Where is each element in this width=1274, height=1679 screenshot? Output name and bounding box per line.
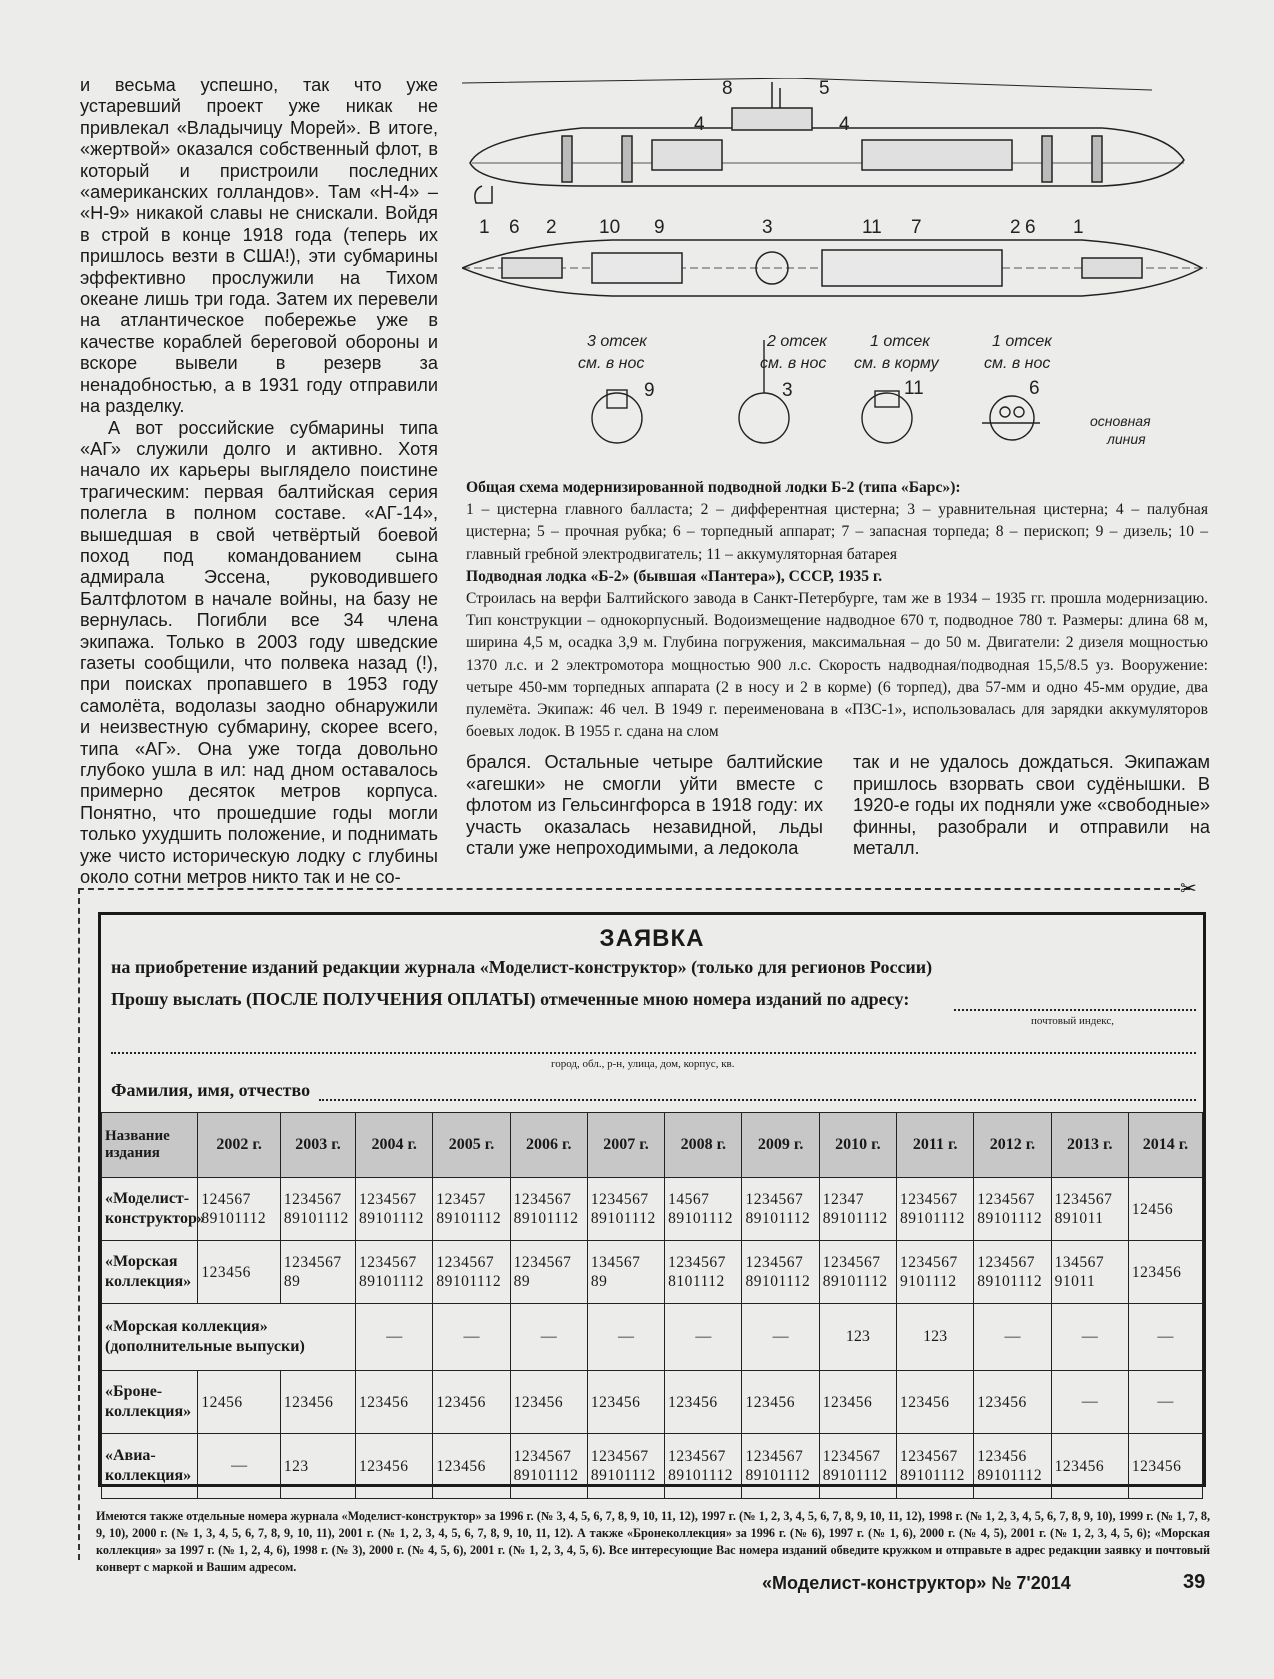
- row-name: «Морская коллекция» (дополнительные выпуски): [102, 1304, 356, 1371]
- section-callout: 3: [782, 380, 793, 401]
- issue-cell[interactable]: 123456: [742, 1371, 819, 1434]
- issue-cell[interactable]: —: [665, 1304, 742, 1371]
- submarine-drawing: [462, 78, 1214, 458]
- issue-cell[interactable]: —: [1128, 1371, 1202, 1434]
- callout-2: 2: [546, 217, 557, 238]
- plan-view: [462, 240, 1207, 296]
- issue-cell[interactable]: 1234567 89101112: [510, 1178, 587, 1241]
- row-name: «Моделист-конструктор»: [102, 1178, 198, 1241]
- table-row: [102, 1371, 1203, 1434]
- header-year: 2006 г.: [510, 1113, 587, 1178]
- header-name: Название издания: [102, 1113, 198, 1178]
- issue-cell[interactable]: 12456: [198, 1371, 281, 1434]
- issue-cell[interactable]: 1234567 89101112: [356, 1178, 433, 1241]
- issue-cell[interactable]: 123456 89101112: [974, 1434, 1051, 1499]
- issue-cell[interactable]: 1234567 89101112: [587, 1178, 664, 1241]
- callout-4: 4: [839, 114, 850, 135]
- table-row: [102, 1434, 1203, 1499]
- section-sub: см. в корму: [854, 355, 939, 372]
- header-year: 2012 г.: [974, 1113, 1051, 1178]
- table-row: [102, 1178, 1203, 1241]
- header-year: 2013 г.: [1051, 1113, 1128, 1178]
- name-label: Фамилия, имя, отчество: [111, 1080, 311, 1100]
- article-paragraph: так и не удалось дождаться. Экипажам пришлось взорвать свои судёнышки. В 1920-е годы их подняли уже «свободные» финны, разобрали и отправили на металл.: [853, 752, 1210, 859]
- section-title: 3 отсек: [587, 333, 647, 350]
- section-sub: см. в нос: [760, 355, 827, 372]
- issue-cell[interactable]: 123: [819, 1304, 896, 1371]
- callout-7: 7: [911, 217, 922, 238]
- section-title: 1 отсек: [992, 333, 1052, 350]
- section-title: 1 отсек: [870, 333, 930, 350]
- caption-legend: 1 – цистерна главного балласта; 2 – дифферентная цистерна; 3 – уравнительная цистерна; 4 – палубная цистерна; 5 – прочная рубка; 6 – торпедный аппарат; 7 – запасная торпеда; 8 – перископ; 9 – дизель; 10 – главный гребной электродвигатель; 11 – аккумуляторная батарея: [466, 501, 1208, 563]
- submarine-diagram: [462, 78, 1214, 458]
- issue-cell[interactable]: 1234567 89101112: [819, 1241, 896, 1304]
- issue-cell[interactable]: 123457 89101112: [433, 1178, 510, 1241]
- callout-1: 1: [479, 217, 490, 238]
- name-field[interactable]: [319, 1099, 1196, 1101]
- header-year: 2014 г.: [1128, 1113, 1202, 1178]
- section-sub: см. в нос: [984, 355, 1051, 372]
- address-hint: город, обл., р-н, улица, дом, корпус, кв.: [551, 1058, 735, 1070]
- issue-cell[interactable]: 123456: [433, 1434, 510, 1499]
- issue-cell[interactable]: 123456: [819, 1371, 896, 1434]
- boat-title: Подводная лодка «Б-2» (бывшая «Пантера»), СССР, 1935 г.: [466, 567, 883, 585]
- callout-5: 5: [819, 78, 830, 99]
- form-note: Имеются также отдельные номера журнала «Моделист-конструктор» за 1996 г. (№ 3, 4, 5, 6, 7, 8, 9, 10, 11, 12), 1997 г. (№ 1, 2, 3, 4, 5, 6, 7, 8, 9, 10, 11, 12), 1998 г. (№ 1, 2, 3, 4, 5, 6, 7, 8, 9, 10), 1999 г. (№ 1, 7, 8, 9, 10), 2000 г. (№ 1, 3, 4, 5, 6, 7, 8, 9, 10, 11), 2001 г. (№ 1, 2, 3, 4, 5, 6, 7, 8, 9, 10, 11, 12). А также «Бронеколлекция» за 1996 г. (№ 6), 1997 г. (№ 1, 6), 2000 г. (№ 4, 5), 2001 г. (№ 1, 2, 3, 4, 5, 6); «Морская коллекция» за 1997 г. (№ 1, 2, 4, 6), 1998 г. (№ 3), 2000 г. (№ 4, 5, 6), 2001 г. (№ 1, 2, 3, 4, 5, 6). Все интересующие Вас номера изданий обведите кружком и отправьте в адрес редакции заявку и почтовый конверт с маркой и Вашим адресом.: [96, 1509, 1210, 1574]
- issue-cell[interactable]: 123456: [974, 1371, 1051, 1434]
- address-field-2[interactable]: [111, 1052, 1196, 1054]
- cut-line: [78, 888, 1190, 890]
- header-year: 2009 г.: [742, 1113, 819, 1178]
- issue-cell[interactable]: 1234567 89101112: [742, 1241, 819, 1304]
- article-paragraph: А вот российские субмарины типа «АГ» служили долго и активно. Хотя начало их карьеры выглядело поистине трагическим: первая балтийская серия полегла в полном составе. «АГ-14», вышедшая в свой четвёртый боевой поход под командованием сына адмирала Эссена, руководившего Балтфлотом в начале войны, на базу не вернулась. Погибли все 34 члена экипажа. Только в 2003 году шведские газеты сообщили, что полвека назад (!), при поисках пропавшего в 1953 году самолёта, водолазы заодно обнаружили и неизвестную субмарину, скорее всего, типа «АГ». Она уже тогда довольно глубоко ушла в ил: над дном оставалось примерно десяток метров корпуса. Понятно, что прошедшие годы могли только ухудшить положение, и поднимать уже чисто историческую лодку с глубины около сотни метров никто так и не со-: [80, 417, 438, 888]
- header-year: 2007 г.: [587, 1113, 664, 1178]
- issue-cell[interactable]: 123456: [198, 1241, 281, 1304]
- row-name: «Морская коллекция»: [102, 1241, 198, 1304]
- issue-cell[interactable]: —: [742, 1304, 819, 1371]
- table-row: [102, 1241, 1203, 1304]
- row-name: «Броне-коллекция»: [102, 1371, 198, 1434]
- issue-cell[interactable]: 123456: [1128, 1241, 1202, 1304]
- section-title: 2 отсек: [767, 333, 827, 350]
- baseline-label: линия: [1107, 431, 1146, 447]
- form-title: ЗАЯВКА: [599, 925, 705, 952]
- issue-cell[interactable]: 1234567 891011: [1051, 1178, 1128, 1241]
- issue-cell[interactable]: —: [974, 1304, 1051, 1371]
- issue-cell[interactable]: —: [510, 1304, 587, 1371]
- cut-line-left: [78, 888, 80, 1560]
- header-year: 2004 г.: [356, 1113, 433, 1178]
- callout-6: 6: [509, 217, 520, 238]
- article-bottom-columns: [466, 752, 1210, 860]
- issue-cell[interactable]: 123456: [1051, 1434, 1128, 1499]
- article-paragraph: брался. Остальные четыре балтийские «агешки» не смогли уйти вместе с флотом из Гельсингфорса в 1918 году: их участь оказалась незавидной, льды стали уже непроходимыми, а ледокола: [466, 752, 823, 859]
- callout-4: 4: [694, 114, 705, 135]
- scissors-icon: ✂: [1180, 878, 1197, 900]
- caption-title: Общая схема модернизированной подводной лодки Б-2 (типа «Барс»):: [466, 479, 961, 496]
- section-callout: 6: [1029, 378, 1040, 399]
- form-subtitle: на приобретение изданий редакции журнала «Моделист-конструктор» (только для регионов России): [111, 957, 933, 977]
- issue-cell[interactable]: 1234567 89101112: [280, 1178, 355, 1241]
- section-sub: см. в нос: [578, 355, 645, 372]
- issue-cell[interactable]: 124567 89101112: [198, 1178, 281, 1241]
- issue-cell[interactable]: —: [1051, 1371, 1128, 1434]
- issue-cell[interactable]: 1234567 89101112: [587, 1434, 664, 1499]
- issue-cell[interactable]: 123: [280, 1434, 355, 1499]
- form-request-line: Прошу выслать (ПОСЛЕ ПОЛУЧЕНИЯ ОПЛАТЫ) отмеченные мною номера изданий по адресу:: [111, 989, 910, 1009]
- issue-cell[interactable]: 134567 91011: [1051, 1241, 1128, 1304]
- callout-1: 1: [1073, 217, 1084, 238]
- issue-cell[interactable]: 123456: [356, 1434, 433, 1499]
- order-form: [98, 912, 1206, 1487]
- issue-cell[interactable]: 123456: [587, 1371, 664, 1434]
- section-callout: 11: [904, 378, 924, 399]
- header-year: 2002 г.: [198, 1113, 281, 1178]
- baseline-label: основная: [1090, 413, 1151, 429]
- issue-cell[interactable]: 1234567 89101112: [742, 1178, 819, 1241]
- issue-cell[interactable]: —: [433, 1304, 510, 1371]
- issue-cell[interactable]: 1234567 89: [280, 1241, 355, 1304]
- issue-cell[interactable]: 123456: [433, 1371, 510, 1434]
- address-field[interactable]: [954, 1009, 1196, 1011]
- figure-caption: [466, 477, 1208, 743]
- section-callout: 9: [644, 380, 655, 401]
- issue-cell[interactable]: 123456: [356, 1371, 433, 1434]
- footer-magazine: «Моделист-конструктор» № 7'2014: [762, 1573, 1071, 1593]
- callout-2: 2: [1010, 217, 1021, 238]
- issue-cell[interactable]: 123456: [1128, 1434, 1202, 1499]
- callout-6: 6: [1025, 217, 1036, 238]
- issue-cell[interactable]: 1234567 89101112: [897, 1178, 974, 1241]
- issue-cell[interactable]: —: [356, 1304, 433, 1371]
- issue-cell[interactable]: 1234567 89101112: [742, 1434, 819, 1499]
- boat-description: Строилась на верфи Балтийского завода в Санкт-Петербурге, там же в 1934 – 1935 гг. прошла модернизацию. Тип конструкции – однокорпусный. Водоизмещение надводное 670 т, подводное 780 т. Размеры: длина 68 м, ширина 4,5 м, осадка 3,9 м. Глубина погружения, максимальная – до 50 м. Двигатели: 2 дизеля мощностью 1370 л.с. и 2 электромотора мощностью 900 л.с. Скорость надводная/подводная 15,5/8.5 уз. Вооружение: четыре 450-мм торпедных аппарата (2 в носу и 2 в корме) (6 торпед), два 57-мм и одно 45-мм орудие, два пулемёта. Экипаж: 46 чел. В 1949 г. переименована в «ПЗС-1», использовалась для зарядки аккумуляторов боевых лодок. В 1955 г. сдана на слом: [466, 590, 1208, 741]
- issue-cell[interactable]: 1234567 89101112: [665, 1434, 742, 1499]
- article-left-column: [80, 75, 438, 888]
- issue-cell[interactable]: 123456: [510, 1371, 587, 1434]
- issue-cell[interactable]: —: [1128, 1304, 1202, 1371]
- issue-cell[interactable]: 134567 89: [587, 1241, 664, 1304]
- issue-cell[interactable]: 123456: [280, 1371, 355, 1434]
- issue-cell[interactable]: 1234567 89101112: [974, 1178, 1051, 1241]
- issue-cell[interactable]: 1234567 89101112: [510, 1434, 587, 1499]
- issue-cell[interactable]: —: [587, 1304, 664, 1371]
- issues-table: [101, 1112, 1203, 1499]
- header-year: 2011 г.: [897, 1113, 974, 1178]
- issue-cell[interactable]: 1234567 89101112: [433, 1241, 510, 1304]
- header-year: 2008 г.: [665, 1113, 742, 1178]
- header-year: 2010 г.: [819, 1113, 896, 1178]
- callout-11: 11: [862, 217, 882, 238]
- issue-cell[interactable]: —: [1051, 1304, 1128, 1371]
- callout-8: 8: [722, 78, 733, 99]
- header-year: 2003 г.: [280, 1113, 355, 1178]
- issue-cell[interactable]: 1234567 89101112: [897, 1434, 974, 1499]
- table-header-row: [102, 1113, 1203, 1178]
- header-year: 2005 г.: [433, 1113, 510, 1178]
- callout-3: 3: [762, 217, 773, 238]
- issue-cell[interactable]: 1234567 89101112: [819, 1434, 896, 1499]
- issue-cell[interactable]: 1234567 89: [510, 1241, 587, 1304]
- row-name: «Авиа-коллекция»: [102, 1434, 198, 1499]
- table-row: [102, 1304, 1203, 1371]
- callout-9: 9: [654, 217, 665, 238]
- issue-cell[interactable]: —: [198, 1434, 281, 1499]
- postal-hint: почтовый индекс,: [1031, 1015, 1114, 1027]
- article-paragraph: и весьма успешно, так что уже устаревший проект уже никак не привлекал «Владычицу Морей». В итоге, «жертвой» оказался собственный флот, в который и пристроили последних «американских голландов». Там «Н-4» – «Н-9» никакой славы не снискали. Войдя в строй в конце 1918 года (теперь их пришлось везти в США!), эти субмарины эффективно прослужили на Тихом океане лишь три года. Затем их перевели на атлантическое побережье уже в качестве кораблей береговой обороны и вскоре вывели в резерв за ненадобностью, а в 1931 году отправили на разделку.: [80, 75, 438, 417]
- issue-cell[interactable]: 12347 89101112: [819, 1178, 896, 1241]
- issue-cell[interactable]: 12456: [1128, 1178, 1202, 1241]
- issue-cell[interactable]: 1234567 89101112: [356, 1241, 433, 1304]
- issue-cell[interactable]: 123: [897, 1304, 974, 1371]
- issue-cell[interactable]: 1234567 9101112: [897, 1241, 974, 1304]
- page-number: 39: [1183, 1571, 1206, 1593]
- issue-cell[interactable]: 1234567 89101112: [974, 1241, 1051, 1304]
- callout-10: 10: [599, 217, 621, 238]
- issue-cell[interactable]: 123456: [897, 1371, 974, 1434]
- issue-cell[interactable]: 14567 89101112: [665, 1178, 742, 1241]
- issue-cell[interactable]: 123456: [665, 1371, 742, 1434]
- issue-cell[interactable]: 1234567 8101112: [665, 1241, 742, 1304]
